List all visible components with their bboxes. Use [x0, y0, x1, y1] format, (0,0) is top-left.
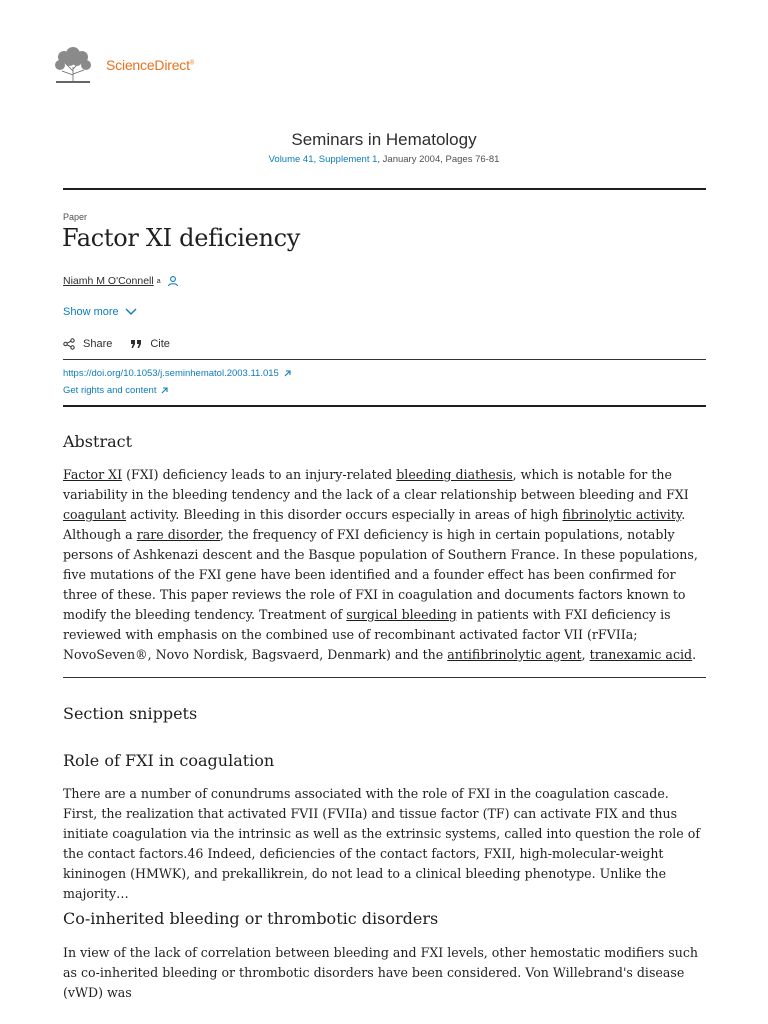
rights-link[interactable] — [63, 385, 169, 396]
external-link-icon — [160, 386, 169, 395]
author-line — [63, 275, 179, 287]
cite-label: Cite — [150, 338, 170, 350]
site-header — [50, 44, 194, 86]
meta-divider — [63, 359, 706, 360]
term-link[interactable]: bleeding diathesis — [396, 467, 513, 482]
section-snippets-heading: Section snippets — [63, 704, 198, 723]
author-affiliation: a — [156, 277, 161, 285]
snippets-divider — [63, 677, 706, 678]
abstract-divider — [63, 405, 706, 407]
share-button[interactable] — [63, 338, 112, 350]
external-link-icon — [283, 369, 292, 378]
quote-icon — [130, 339, 142, 349]
share-icon — [63, 338, 75, 350]
term-link[interactable]: coagulant — [63, 507, 127, 522]
rights-text: Get rights and content — [63, 385, 157, 396]
term-link[interactable]: Factor XI — [63, 467, 123, 482]
header-divider — [63, 188, 706, 190]
volume-details: , January 2004, Pages 76-81 — [377, 154, 500, 165]
author-name-link[interactable]: Niamh M O'Connell — [63, 275, 154, 287]
show-more-button[interactable] — [63, 306, 137, 318]
snippet-heading-co-inherited[interactable]: Co-inherited bleeding or thrombotic disorders — [63, 909, 439, 928]
term-link[interactable]: antifibrinolytic agent — [447, 647, 582, 662]
volume-info — [0, 154, 768, 165]
term-link[interactable]: fibrinolytic activity — [562, 507, 682, 522]
doi-link[interactable] — [63, 368, 292, 379]
snippet-text-role-of-fxi: There are a number of conundrums associated with the role of FXI in the coagulation cascade. First, the realization that activated FVII (FVIIa) and tissue factor (TF) can activate FIX and thus initiate coagulation via the intrinsic as well as the extrinsic systems, called into question the role of the contact factors.46 Indeed, deficiencies of the contact factors, FXII, high-molecular-weight kininogen (HMWK), and prekallikrein, do not lead to a clinical bleeding phenotype. Unlike the majority… — [63, 786, 701, 901]
share-label: Share — [83, 338, 113, 350]
chevron-down-icon — [125, 308, 137, 316]
abstract-heading: Abstract — [63, 432, 133, 451]
snippet-text-co-inherited: In view of the lack of correlation between bleeding and FXI levels, other hemostatic modifiers such as co-inherited bleeding or thrombotic disorders have been considered. Von Willebrand's disease (vWD) was — [63, 945, 698, 1000]
term-link[interactable]: surgical bleeding — [346, 607, 457, 622]
cite-button[interactable] — [130, 338, 170, 350]
article-title: Factor XI deficiency — [62, 224, 301, 252]
abstract-text: Factor XI (FXI) deficiency leads to an injury-related bleeding diathesis, which is notable for the variability in the bleeding tendency and the lack of a clear relationship between bleeding and FXI coagulant activity. Bleeding in this disorder occurs especially in areas of high fibrinolytic activity. Although a rare disorder, the frequency of FXI deficiency is high in certain populations, notably persons of Ashkenazi descent and the Basque population of Southern France. In these populations, five mutations of the FXI gene have been identified and a founder effect has been confirmed for three of these. This paper reviews the role of FXI in coagulation and documents factors known to modify the bleeding tendency. Treatment of surgical bleeding in patients with FXI deficiency is reviewed with emphasis on the combined use of recombinant activated factor VII (rFVIIa; NovoSeven®, Novo Nordisk, Bagsvaerd, Denmark) and the antifibrinolytic agent, tranexamic acid. — [63, 467, 698, 662]
term-link[interactable]: tranexamic acid — [589, 647, 693, 662]
elsevier-tree-logo-icon[interactable] — [50, 45, 96, 85]
snippet-heading-role-of-fxi[interactable]: Role of FXI in coagulation — [63, 751, 275, 770]
volume-link[interactable]: Volume 41, Supplement 1 — [268, 154, 378, 165]
article-type: Paper — [63, 212, 88, 222]
article-actions — [63, 338, 188, 350]
person-icon[interactable] — [167, 275, 179, 287]
doi-text: https://doi.org/10.1053/j.seminhematol.2003.11.015 — [63, 368, 279, 379]
sciencedirect-logo-text[interactable]: ScienceDirect® — [106, 57, 194, 73]
journal-title[interactable]: Seminars in Hematology — [291, 130, 477, 149]
show-more-label: Show more — [63, 306, 119, 318]
term-link[interactable]: rare disorder — [136, 527, 220, 542]
